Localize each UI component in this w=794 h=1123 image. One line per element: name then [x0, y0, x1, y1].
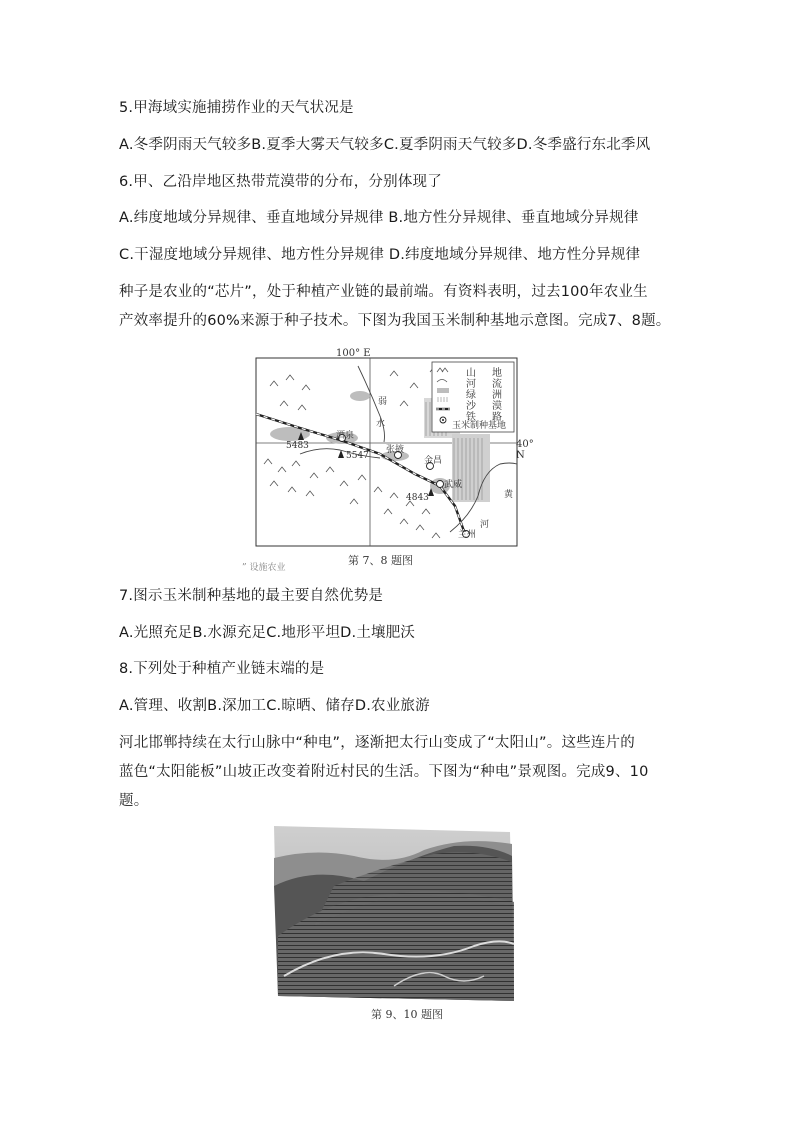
- place-jiuquan: 酒泉: [336, 431, 355, 441]
- intro-78-line2: 产效率提升的60%来源于种子技术。下图为我国玉米制种基地示意图。完成7、8题。: [119, 313, 671, 329]
- legend-char: 漠: [492, 401, 502, 412]
- legend-char: 地: [492, 368, 502, 379]
- peak-elevation: 5483: [286, 441, 309, 451]
- legend-char: 洲: [492, 390, 502, 401]
- q6-options-cd: C.干湿度地域分异规律、地方性分异规律 D.纬度地域分异规律、地方性分异规律: [119, 247, 641, 263]
- river-label: 水: [376, 419, 386, 429]
- photo-graphic: [274, 826, 516, 1006]
- q5-stem: 5.甲海域实施捕捞作业的天气状况是: [119, 100, 354, 116]
- intro-910-line2: 蓝色“太阳能板”山坡正改变着附近村民的生活。下图为“种电”景观图。完成9、10: [119, 764, 649, 780]
- peak-elevation: 5547: [346, 451, 369, 461]
- intro-910-line3: 题。: [119, 793, 149, 809]
- place-wuwei: 武威: [444, 480, 463, 490]
- legend-base-label: 玉米制种基地: [452, 421, 507, 431]
- q8-options: A.管理、收割B.深加工C.晾晒、储存D.农业旅游: [119, 698, 430, 714]
- legend-char: 河: [466, 379, 476, 390]
- river-label: 弱: [378, 397, 388, 407]
- q6-stem: 6.甲、乙沿岸地区热带荒漠带的分布，分别体现了: [119, 174, 442, 190]
- longitude-label: 100° E: [336, 348, 371, 359]
- peak-elevation: 4843: [406, 493, 429, 503]
- map-caption: 第 7、8 题图: [348, 554, 413, 567]
- corn-seed-base-map: [240, 346, 534, 573]
- place-lanzhou: 兰州: [458, 530, 477, 540]
- q7-options: A.光照充足B.水源充足C.地形平坦D.土壤肥沃: [119, 625, 416, 641]
- photo-caption: 第 9、10 题图: [371, 1008, 443, 1021]
- map-graphic: [240, 346, 530, 571]
- legend-char: 绿: [466, 390, 476, 401]
- place-zhangye: 张掖: [386, 445, 405, 455]
- q5-options: A.冬季阴雨天气较多B.夏季大雾天气较多C.夏季阴雨天气较多D.冬季盛行东北季风: [119, 137, 651, 153]
- intro-910-line1: 河北邯郸持续在太行山脉中“种电”，逐渐把太行山变成了“太阳山”。这些连片的: [119, 735, 635, 751]
- solar-mountain-photo: [274, 826, 516, 1006]
- legend-char: 山: [466, 368, 476, 379]
- river-label: 河: [480, 520, 490, 530]
- legend-char: 铁: [466, 412, 476, 423]
- q6-options-ab: A.纬度地域分异规律、垂直地域分异规律 B.地方性分异规律、垂直地域分异规律: [119, 210, 639, 226]
- latitude-label: 40° N: [516, 439, 534, 461]
- place-jinchang: 金昌: [424, 456, 443, 466]
- q8-stem: 8.下列处于种植产业链末端的是: [119, 661, 325, 677]
- intro-78-line1: 种子是农业的“芯片”，处于种植产业链的最前端。有资料表明，过去100年农业生: [119, 284, 648, 300]
- legend-char: 路: [492, 412, 502, 423]
- q7-stem: 7.图示玉米制种基地的最主要自然优势是: [119, 588, 384, 604]
- legend-char: 沙: [466, 401, 476, 412]
- stray-text: ” 设施农业: [242, 563, 286, 573]
- legend-char: 流: [492, 379, 502, 390]
- river-label: 黄: [504, 490, 514, 500]
